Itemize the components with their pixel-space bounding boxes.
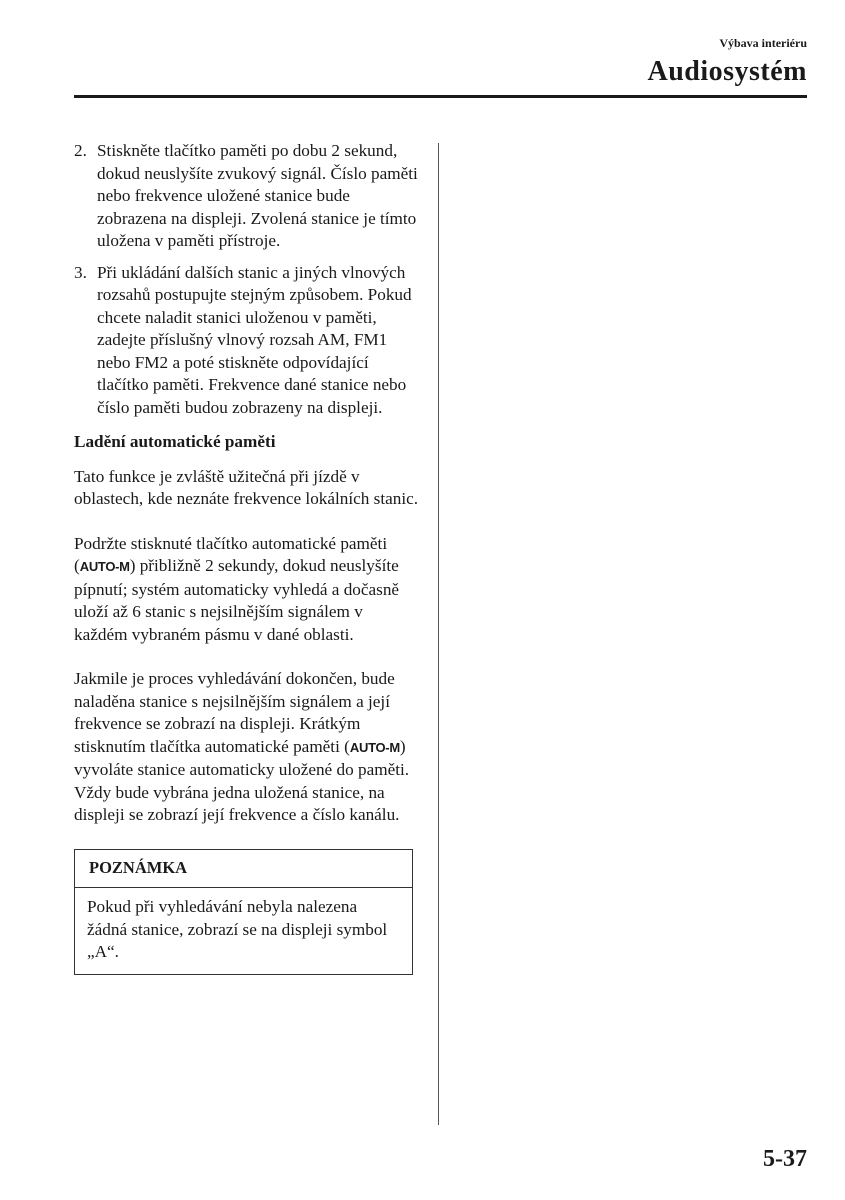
instruction-paragraph (74, 533, 419, 647)
list-item (74, 140, 419, 253)
paragraph-text: Jakmile je proces vyhledávání dokončen, bude naladěna stanice s nejsilnějším signálem a její frekvence se zobrazí na displeji. Krátkým stisknutím tlačítka automatické paměti ( (74, 669, 395, 756)
column-divider (438, 143, 439, 1125)
result-paragraph (74, 668, 419, 827)
step-number: 3. (74, 262, 87, 282)
note-body: Pokud při vyhledávání nebyla nalezena žádná stanice, zobrazí se na displeji symbol „A“. (87, 897, 388, 961)
section-heading: Ladění automatické paměti (74, 432, 276, 451)
paragraph-text: ) přibližně 2 sekundy, dokud neuslyšíte pípnutí; systém automaticky vyhledá a dočasně uloží až 6 stanic s nejsilnějším signálem v každém vybraném pásmu v dané oblasti. (74, 556, 400, 644)
intro-paragraph: Tato funkce je zvláště užitečná při jízdě v oblastech, kde neznáte frekvence lokálních stanic. (74, 466, 419, 508)
auto-m-button-label: AUTO-M (79, 559, 130, 574)
page-title: Audiosystém (647, 56, 807, 87)
step-text: Stiskněte tlačítko paměti po dobu 2 sekund, dokud neuslyšíte zvukový signál. Číslo paměti nebo frekvence uložené stanice bude zobrazena na displeji. Zvolená stanice je tímto uložena v paměti přístroje. (97, 141, 418, 250)
auto-m-button-label: AUTO-M (349, 739, 400, 755)
paragraph-text: ) vyvoláte stanice automaticky uložené do paměti. Vždy bude vybrána jedna uložená stanice, na displeji se zobrazí její frekvence a číslo kanálu. (74, 736, 410, 824)
section-label: Výbava interiéru (719, 36, 807, 50)
note-title: POZNÁMKA (75, 850, 412, 889)
steps-list (74, 140, 419, 419)
main-column (74, 140, 419, 975)
header-divider (74, 95, 807, 98)
page-number: 5-37 (763, 1146, 807, 1172)
note-box (74, 849, 413, 975)
list-item (74, 262, 419, 420)
paragraph-text: Podržte stisknuté tlačítko automatické paměti ( (74, 533, 388, 575)
step-number: 2. (74, 141, 87, 160)
step-text: Při ukládání dalších stanic a jiných vlnových rozsahů postupujte stejným způsobem. Pokud chcete naladit stanici uloženou v paměti, zadejte příslušný vlnový rozsah AM, FM1 nebo FM2 a poté stiskněte odpovídající tlačítko paměti. Frekvence dané stanice nebo číslo paměti budou zobrazeny na displeji. (97, 262, 412, 417)
